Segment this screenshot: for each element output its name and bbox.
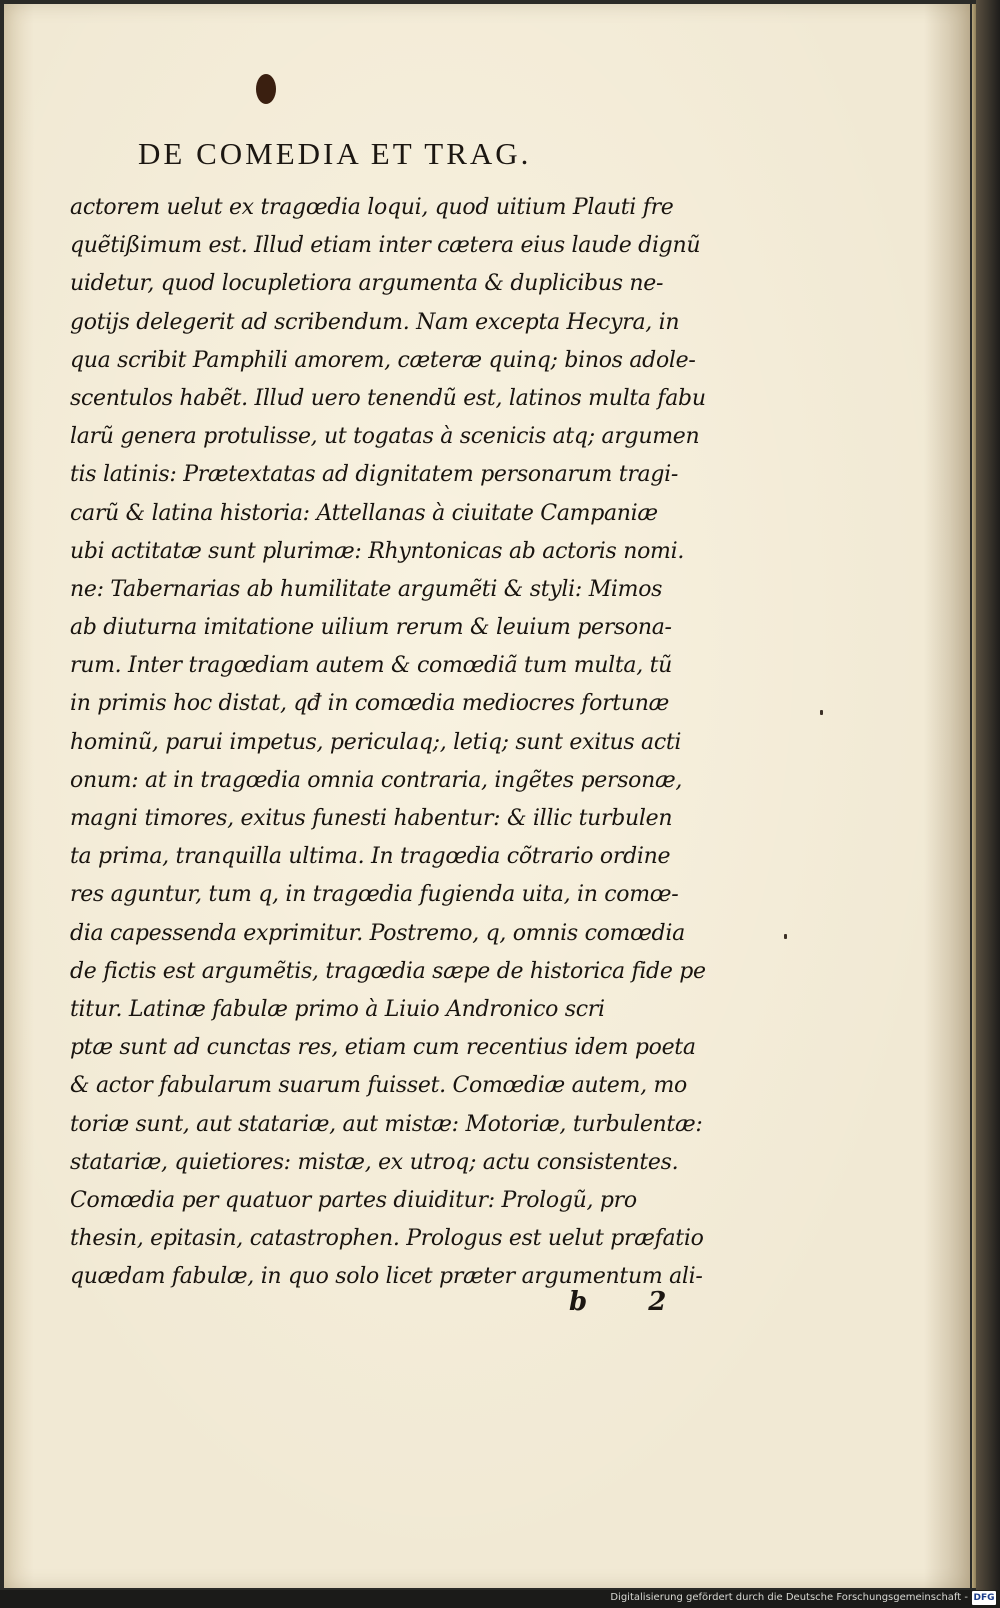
text-line: carũ & latina historia: Attellanas à ciuitate Campaniæ bbox=[70, 500, 658, 526]
text-line: statariæ, quietiores: mistæ, ex utroq; actu consistentes. bbox=[70, 1149, 679, 1175]
paper-speck bbox=[784, 934, 787, 939]
text-line: tis latinis: Prætextatas ad dignitatem personarum tragi- bbox=[70, 462, 679, 488]
text-line: res aguntur, tum q, in tragœdia fugienda uita, in comœ- bbox=[70, 882, 679, 908]
text-line: ubi actitatæ sunt plurimæ: Rhyntonicas ab actoris nomi. bbox=[70, 538, 685, 564]
text-line: actorem uelut ex tragœdia loqui, quod uitium Plauti fre bbox=[70, 195, 674, 220]
book-page bbox=[4, 4, 970, 1588]
text-line: uidetur, quod locupletiora argumenta & duplicibus ne- bbox=[70, 271, 664, 297]
paper-speck bbox=[820, 710, 823, 715]
text-line: ta prima, tranquilla ultima. In tragœdia cõtrario ordine bbox=[70, 844, 671, 870]
text-line: de fictis est argumẽtis, tragœdia sæpe de historica fide pe bbox=[70, 958, 706, 984]
text-line: qua scribit Pamphili amorem, cæteræ quinq; binos adole- bbox=[70, 347, 696, 373]
text-line: hominũ, parui impetus, periculaq;, letiq; sunt exitus acti bbox=[70, 729, 682, 755]
text-line: ne: Tabernarias ab humilitate argumẽti & styli: Mimos bbox=[70, 576, 663, 602]
body-text bbox=[70, 189, 750, 1296]
text-line: ab diuturna imitatione uilium rerum & leuium persona- bbox=[70, 615, 672, 641]
text-line: quẽtißimum est. Illud etiam inter cætera eius laude dignũ bbox=[70, 233, 701, 259]
text-line: Comœdia per quatuor partes diuiditur: Prologũ, pro bbox=[70, 1187, 637, 1213]
text-line: thesin, epitasin, catastrophen. Prologus est uelut præfatio bbox=[70, 1226, 704, 1252]
text-line: scentulos habẽt. Illud uero tenendũ est, latinos multa fabu bbox=[70, 385, 706, 411]
text-line: quædam fabulæ, in quo solo licet præter argumentum ali- bbox=[70, 1264, 703, 1290]
text-line: magni timores, exitus funesti habentur: & illic turbulen bbox=[70, 806, 673, 831]
text-line: gotijs delegerit ad scribendum. Nam excepta Hecyra, in bbox=[70, 309, 680, 335]
text-line: rum. Inter tragœdiam autem & comœdiã tum multa, tũ bbox=[70, 653, 673, 679]
text-line: in primis hoc distat, qđ in comœdia mediocres fortunæ bbox=[70, 691, 669, 717]
running-head: DE COMEDIA ET TRAG. bbox=[138, 136, 532, 171]
signature-mark: b 2 bbox=[569, 1287, 693, 1317]
text-line: onum: at in tragœdia omnia contraria, ingẽtes personæ, bbox=[70, 767, 683, 793]
text-line: titur. Latinæ fabulæ primo à Liuio Andronico scri bbox=[70, 996, 605, 1022]
ink-blot bbox=[256, 74, 276, 104]
text-line: toriæ sunt, aut statariæ, aut mistæ: Motoriæ, turbulentæ: bbox=[70, 1111, 703, 1137]
text-line: ptæ sunt ad cunctas res, etiam cum recentius idem poeta bbox=[70, 1035, 696, 1061]
footer-credit: Digitalisierung gefördert durch die Deutsche Forschungsgemeinschaft - bbox=[610, 1592, 968, 1603]
dfg-logo: DFG bbox=[973, 1593, 995, 1603]
text-line: dia capessenda exprimitur. Postremo, q, omnis comœdia bbox=[70, 920, 685, 946]
text-line: larũ genera protulisse, ut togatas à scenicis atq; argumen bbox=[70, 424, 700, 450]
text-line: & actor fabularum suarum fuisset. Comœdiæ autem, mo bbox=[70, 1073, 687, 1099]
binding-shadow bbox=[976, 0, 1000, 1590]
